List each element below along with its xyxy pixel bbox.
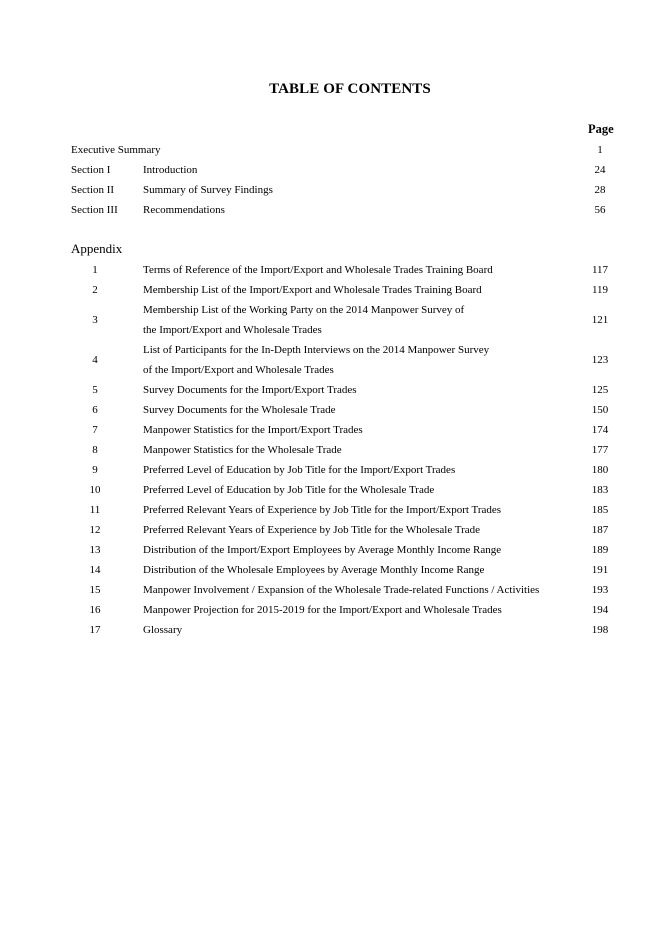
appendix-title: Terms of Reference of the Import/Export and Wholesale Trades Training Board: [143, 264, 493, 276]
toc-page-number: 125: [591, 384, 609, 396]
toc-page-number: 121: [591, 314, 609, 326]
toc-page-number: 198: [591, 624, 609, 636]
appendix-number: 14: [89, 564, 101, 576]
appendix-number: 11: [89, 504, 101, 516]
toc-section-title: Introduction: [143, 164, 198, 176]
toc-page-number: 123: [591, 354, 609, 366]
toc-page-number: 189: [591, 544, 609, 556]
appendix-number: 8: [92, 444, 98, 456]
appendix-heading: Appendix: [71, 241, 123, 256]
toc-section-label: Section III: [71, 204, 118, 216]
toc-page-number: 183: [591, 484, 609, 496]
toc-page-number: 119: [591, 284, 609, 296]
appendix-number: 10: [89, 484, 101, 496]
toc-page-number: 177: [591, 444, 609, 456]
appendix-title: Distribution of the Wholesale Employees by Average Monthly Income Range: [143, 564, 485, 576]
toc-section-title: Recommendations: [143, 204, 225, 216]
appendix-title: Survey Documents for the Wholesale Trade: [143, 404, 336, 416]
appendix-number: 9: [92, 464, 98, 476]
appendix-title: Manpower Statistics for the Wholesale Trade: [143, 444, 342, 456]
appendix-title: Manpower Statistics for the Import/Export Trades: [143, 424, 363, 436]
appendix-number: 12: [89, 524, 101, 536]
appendix-number: 6: [92, 404, 98, 416]
appendix-title: Membership List of the Import/Export and Wholesale Trades Training Board: [143, 284, 482, 296]
appendix-title: Preferred Level of Education by Job Title for the Wholesale Trade: [143, 484, 435, 496]
toc-page-number: 185: [591, 504, 609, 516]
appendix-number: 15: [89, 584, 101, 596]
appendix-title: Manpower Projection for 2015-2019 for the Import/Export and Wholesale Trades: [143, 604, 502, 616]
toc-page-number: 28: [594, 184, 606, 196]
toc-section-label: Section I: [71, 164, 111, 176]
toc-section-label: Executive Summary: [71, 144, 161, 156]
appendix-number: 7: [92, 424, 98, 436]
toc-page-number: 56: [594, 204, 606, 216]
appendix-title: Preferred Level of Education by Job Title for the Import/Export Trades: [143, 464, 456, 476]
appendix-number: 17: [89, 624, 101, 636]
appendix-number: 5: [92, 384, 98, 396]
appendix-number: 13: [89, 544, 101, 556]
appendix-entry-4[interactable]: [0, 340, 662, 380]
appendix-title-continued: of the Import/Export and Wholesale Trades: [143, 364, 334, 376]
appendix-number: 4: [92, 354, 98, 366]
toc-page-number: 193: [591, 584, 609, 596]
toc-section-title: Summary of Survey Findings: [143, 184, 273, 196]
appendix-title: Membership List of the Working Party on the 2014 Manpower Survey of: [143, 304, 465, 316]
page-title: TABLE OF CONTENTS: [269, 81, 431, 97]
toc-page-number: 180: [591, 464, 609, 476]
toc-page-number: 194: [591, 604, 609, 616]
appendix-title: Distribution of the Import/Export Employees by Average Monthly Income Range: [143, 544, 502, 556]
appendix-number: 16: [89, 604, 101, 616]
appendix-number: 1: [92, 264, 98, 276]
toc-page-number: 174: [591, 424, 609, 436]
appendix-title: Manpower Involvement / Expansion of the Wholesale Trade-related Functions / Activities: [143, 584, 540, 596]
toc-page-number: 150: [591, 404, 609, 416]
appendix-title: List of Participants for the In-Depth Interviews on the 2014 Manpower Survey: [143, 344, 490, 356]
toc-page-number: 1: [597, 144, 603, 156]
toc-page-number: 24: [594, 164, 606, 176]
appendix-number: 2: [92, 284, 98, 296]
appendix-title-continued: the Import/Export and Wholesale Trades: [143, 324, 322, 336]
toc-section-label: Section II: [71, 184, 115, 196]
appendix-entry-3[interactable]: [0, 300, 662, 340]
appendix-number: 3: [92, 314, 98, 326]
toc-page-number: 117: [591, 264, 609, 276]
appendix-title: Survey Documents for the Import/Export Trades: [143, 384, 357, 396]
appendix-title: Glossary: [143, 624, 183, 636]
appendix-title: Preferred Relevant Years of Experience by Job Title for the Wholesale Trade: [143, 524, 481, 536]
page-column-header: Page: [588, 122, 614, 136]
toc-page-number: 187: [591, 524, 609, 536]
appendix-title: Preferred Relevant Years of Experience by Job Title for the Import/Export Trades: [143, 504, 502, 516]
toc-page-number: 191: [591, 564, 609, 576]
